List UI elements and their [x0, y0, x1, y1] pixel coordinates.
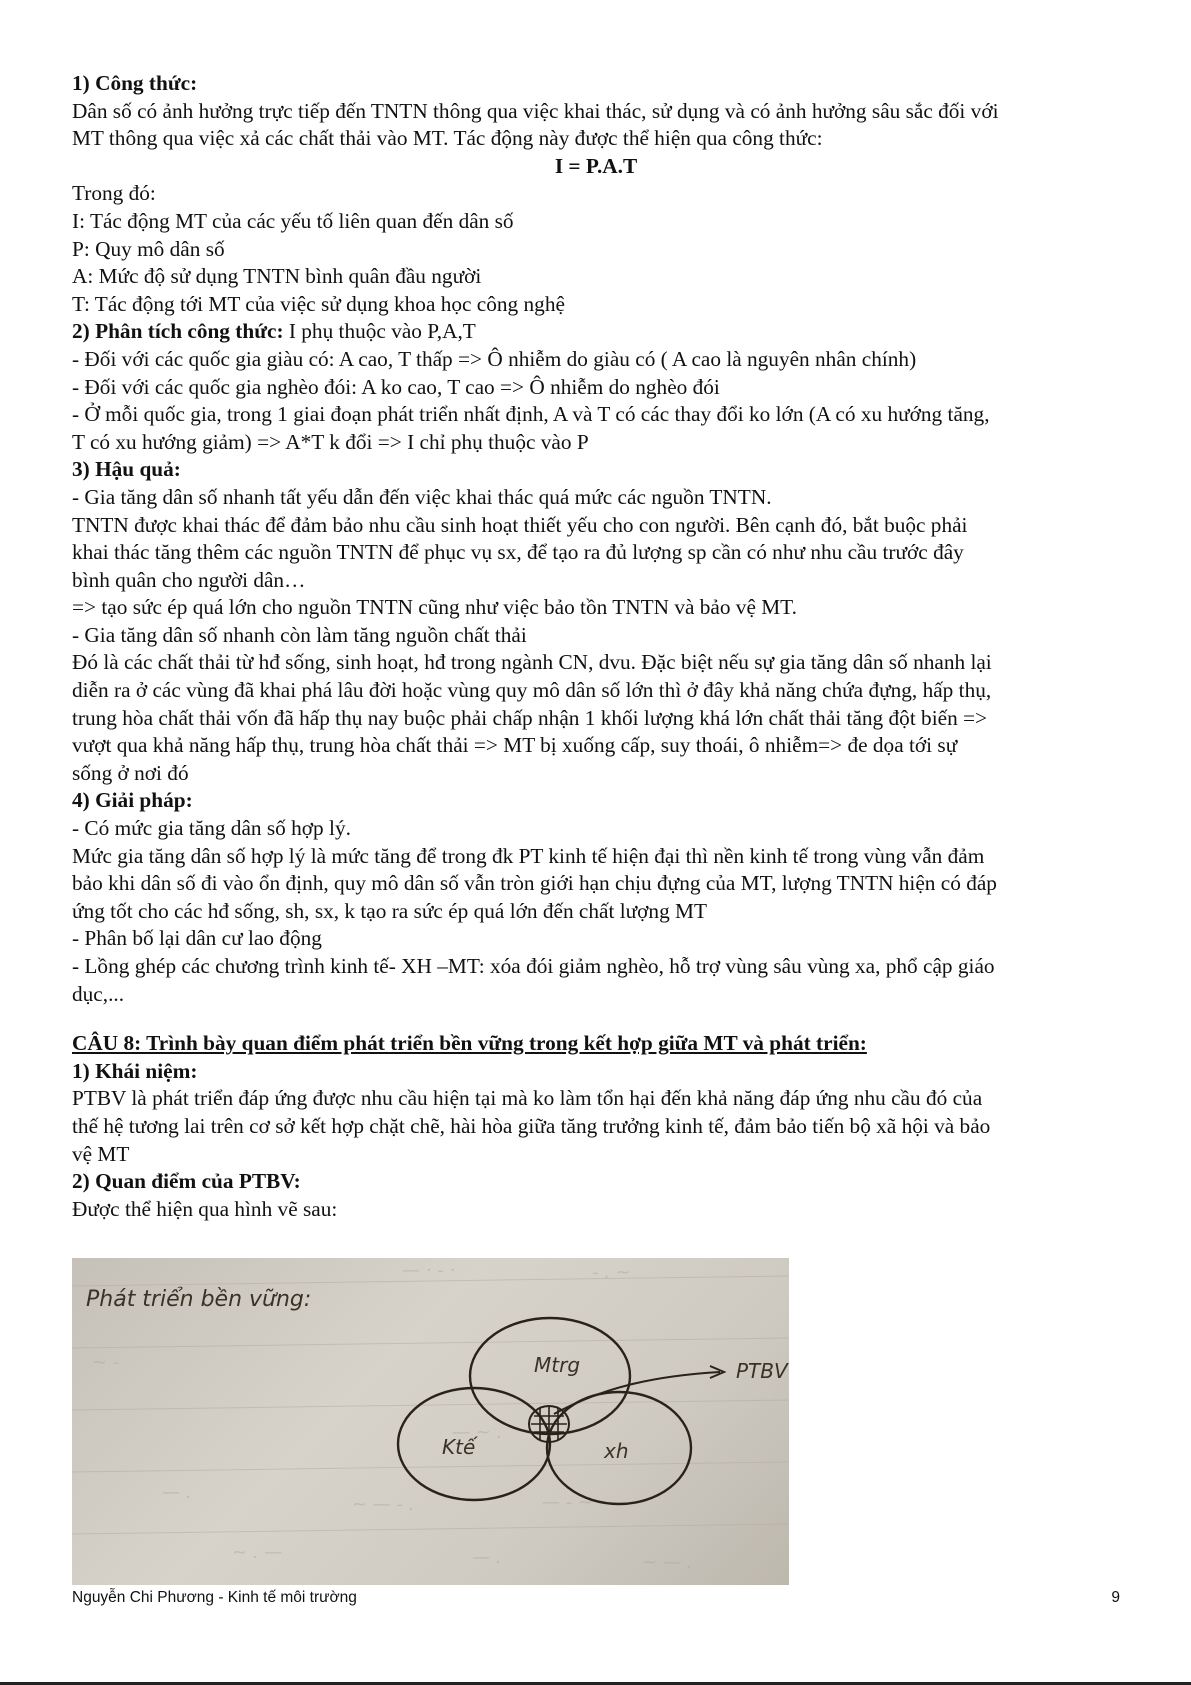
svg-text:— · - ·: — · - ·	[402, 1260, 456, 1281]
section-2-heading-rest: I phụ thuộc vào P,A,T	[283, 319, 476, 344]
paragraph-line: - Đối với các quốc gia nghèo đói: A ko cao, T cao => Ô nhiễm do nghèo đói	[72, 374, 720, 399]
paragraph-line: bình quân cho người dân…	[72, 567, 306, 592]
definition-line: T: Tác động tới MT của việc sử dụng khoa học công nghệ	[72, 291, 565, 316]
section-4-heading: 4) Giải pháp:	[72, 788, 193, 813]
svg-text:- . ~: - . ~	[592, 1262, 631, 1283]
paragraph-line: - Phân bố lại dân cư lao động	[72, 926, 322, 951]
page-number: 9	[1111, 1589, 1120, 1606]
question-8-heading-1: 1) Khái niệm:	[72, 1058, 198, 1083]
definition-line: A: Mức độ sử dụng TNTN bình quân đầu người	[72, 264, 482, 289]
svg-text:~ — .: ~ — .	[642, 1552, 693, 1573]
paragraph-line: Mức gia tăng dân số hợp lý là mức tăng để trong đk PT kinh tế hiện đại thì nền kinh tế trong vùng vẫn đảm	[72, 843, 985, 868]
section-2-heading-line	[72, 318, 1120, 346]
paragraph-line: trung hòa chất thải vốn đã hấp thụ nay buộc phải chấp nhận 1 khối lượng khá lớn chất thải tăng đột biến =>	[72, 705, 988, 730]
paragraph-line: PTBV là phát triển đáp ứng được nhu cầu hiện tại mà ko làm tổn hại đến khả năng đáp ứng nhu cầu đó của	[72, 1086, 983, 1111]
svg-text:— - ~: — - ~	[542, 1492, 594, 1513]
paragraph-line: bảo khi dân số đi vào ổn định, quy mô dân số vẫn tròn giới hạn chịu đựng của MT, lượng TNTN hiện có đáp	[72, 871, 997, 896]
footer-author: Nguyễn Chi Phương - Kinh tế môi trường	[72, 1589, 357, 1606]
paragraph-line: - Gia tăng dân số nhanh còn làm tăng nguồn chất thải	[72, 622, 527, 647]
label-society: xh	[604, 1439, 629, 1463]
paragraph-line: diễn ra ở các vùng đã khai phá lâu đời hoặc vùng quy mô dân số lớn thì ở đây khả năng chứa đựng, hấp thụ,	[72, 678, 992, 703]
label-ptbv: PTBV	[736, 1359, 788, 1383]
paragraph-line: - Ở mỗi quốc gia, trong 1 giai đoạn phát triển nhất định, A và T có các thay đổi ko lớn (A có xu hướng tăng,	[72, 402, 990, 427]
svg-text:— .: — .	[472, 1547, 502, 1568]
paragraph-line: Được thể hiện qua hình vẽ sau:	[72, 1196, 338, 1221]
sketch-title: Phát triển bền vững:	[86, 1287, 312, 1312]
label-economy: Ktế	[442, 1435, 476, 1459]
formula: I = P.A.T	[554, 153, 638, 178]
paragraph-line: MT thông qua việc xả các chất thải vào MT. Tác động này được thể hiện qua công thức:	[72, 126, 823, 151]
paragraph-line: - Đối với các quốc gia giàu có: A cao, T thấp => Ô nhiễm do giàu có ( A cao là nguyên nhân chính)	[72, 346, 917, 371]
paragraph-line: vượt qua khả năng hấp thụ, trung hòa chất thải => MT bị xuống cấp, suy thoái, ô nhiễm=> đe dọa tới sự	[72, 733, 958, 758]
paragraph-line: T có xu hướng giảm) => A*T k đổi => I chỉ phụ thuộc vào P	[72, 429, 589, 454]
paragraph-line: - Có mức gia tăng dân số hợp lý.	[72, 816, 351, 841]
paragraph-line: Trong đó:	[72, 181, 156, 206]
question-8-title: CÂU 8: Trình bày quan điểm phát triển bền vững trong kết hợp giữa MT và phát triển:	[72, 1031, 867, 1056]
paragraph-line: => tạo sức ép quá lớn cho nguồn TNTN cũng như việc bảo tồn TNTN và bảo vệ MT.	[72, 595, 797, 620]
paragraph-line: - Gia tăng dân số nhanh tất yếu dẫn đến việc khai thác quá mức các nguồn TNTN.	[72, 484, 772, 509]
paragraph-line: Dân số có ảnh hưởng trực tiếp đến TNTN thông qua việc khai thác, sử dụng và có ảnh hưởng sâu sắc đối với	[72, 98, 999, 123]
paragraph-line: vệ MT	[72, 1141, 130, 1166]
document-page	[72, 70, 1120, 1223]
paragraph-line: khai thác tăng thêm các nguồn TNTN để phục vụ sx, để tạo ra đủ lượng sp cần có như nhu cầu trước đây	[72, 540, 964, 565]
paragraph-line: - Lồng ghép các chương trình kinh tế- XH –MT: xóa đói giảm nghèo, hỗ trợ vùng sâu vùng xa, phổ cập giáo	[72, 954, 995, 978]
svg-text:~ -: ~ -	[92, 1352, 120, 1373]
venn-circles	[398, 1318, 691, 1504]
page-footer	[72, 1589, 1120, 1607]
paragraph-line: thế hệ tương lai trên cơ sở kết hợp chặt chẽ, hài hòa giữa tăng trưởng kinh tế, đảm bảo tiến bộ xã hội và bảo	[72, 1113, 991, 1138]
venn-sketch	[72, 1258, 789, 1585]
venn-diagram-photo	[72, 1258, 789, 1585]
section-2-heading: 2) Phân tích công thức:	[72, 319, 284, 344]
svg-text:— .: — .	[162, 1482, 192, 1503]
definition-line: I: Tác động MT của các yếu tố liên quan đến dân số	[72, 208, 514, 233]
paragraph-line: dục,...	[72, 981, 125, 1006]
question-8-heading-2: 2) Quan điểm của PTBV:	[72, 1169, 301, 1194]
label-environment: Mtrg	[534, 1353, 581, 1377]
definition-line: P: Quy mô dân số	[72, 236, 225, 261]
hatched-intersection	[529, 1406, 569, 1442]
paragraph-line: sống ở nơi đó	[72, 760, 189, 785]
section-1-heading: 1) Công thức:	[72, 71, 198, 95]
svg-text:~ — - .: ~ — - .	[352, 1494, 415, 1515]
paragraph-line: TNTN được khai thác để đảm bảo nhu cầu sinh hoạt thiết yếu cho con người. Bên cạnh đó, bắt buộc phải	[72, 512, 968, 537]
paragraph-line: Đó là các chất thải từ hđ sống, sinh hoạt, hđ trong ngành CN, dvu. Đặc biệt nếu sự gia tăng dân số nhanh lại	[72, 650, 992, 675]
paragraph-line: ứng tốt cho các hđ sống, sh, sx, k tạo ra sức ép quá lớn đến chất lượng MT	[72, 898, 707, 923]
section-3-heading: 3) Hậu quả:	[72, 457, 181, 482]
svg-text:~ . —: ~ . —	[232, 1542, 283, 1563]
svg-text:— ~ .: — ~ .	[452, 1422, 503, 1443]
